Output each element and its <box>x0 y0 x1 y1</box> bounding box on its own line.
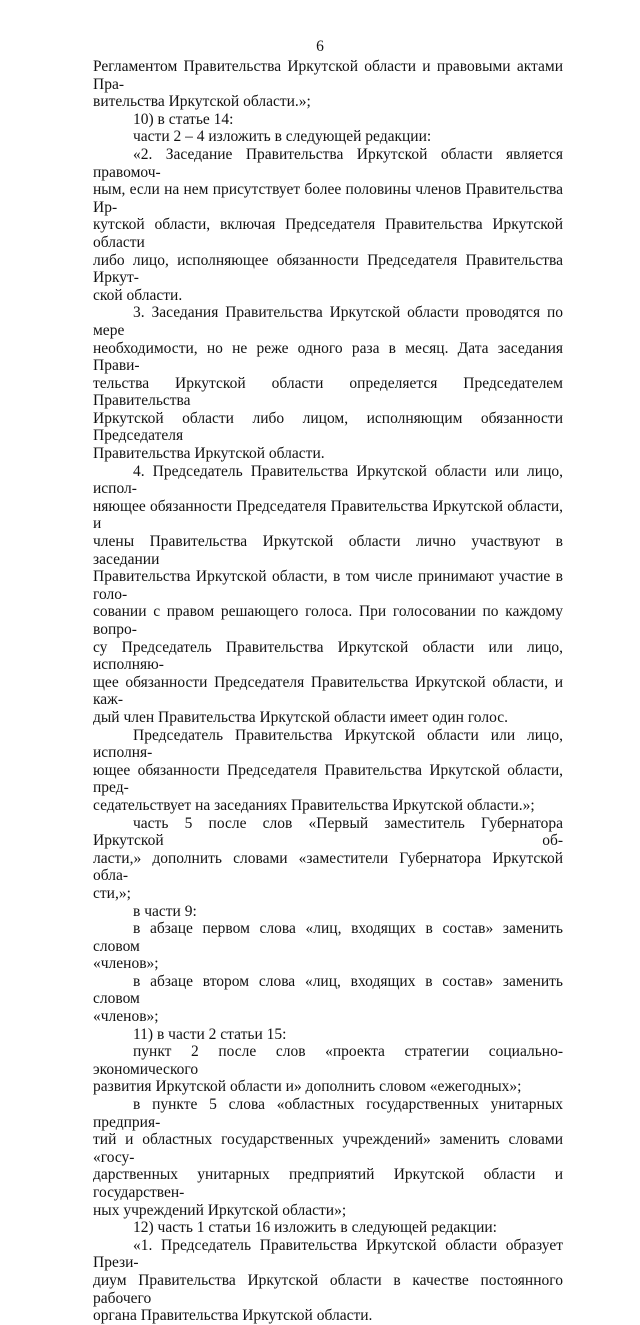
text-line: тельства Иркутской области определяется Председателем Правительства <box>93 374 563 410</box>
text-line: седательствует на заседаниях Правительства Иркутской области.»; <box>93 796 535 814</box>
text-line: развития Иркутской области и» дополнить словом «ежегодных»; <box>93 1078 522 1096</box>
text-line: 12) часть 1 статьи 16 изложить в следующей редакции: <box>133 1219 497 1237</box>
text-line: 3. Заседания Правительства Иркутской области проводятся по мере <box>93 304 563 339</box>
text-line: Регламентом Правительства Иркутской области и правовыми актами Пра- <box>93 58 563 93</box>
text-line: кутской области, включая Председателя Правительства Иркутской области <box>93 216 563 251</box>
text-line: часть 5 после слов «Первый заместитель Губернатора Иркутской об- <box>93 814 563 850</box>
text-line: в абзаце втором слова «лиц, входящих в состав» заменить словом <box>93 972 563 1008</box>
text-line: «2. Заседание Правительства Иркутской области является правомоч- <box>93 145 563 181</box>
text-line: щее обязанности Председателя Правительства Иркутской области, и каж- <box>93 673 563 709</box>
text-line: 4. Председатель Правительства Иркутской области или лицо, испол- <box>93 462 563 498</box>
text-line: ных учреждений Иркутской области»; <box>93 1201 347 1219</box>
text-line: Правительства Иркутской области. <box>93 445 325 463</box>
text-line: дый член Правительства Иркутской области имеет один голос. <box>93 708 508 726</box>
text-line: тий и областных государственных учреждений» заменить словами «госу- <box>93 1131 563 1166</box>
text-line: 11) в части 2 статьи 15: <box>133 1025 287 1043</box>
text-line: Правительства Иркутской области, в том числе принимают участие в голо- <box>93 568 563 603</box>
text-line: либо лицо, исполняющее обязанности Председателя Правительства Иркут- <box>93 251 563 287</box>
text-line: сти,»; <box>93 884 131 902</box>
text-line: ющее обязанности Председателя Правительства Иркутской области, пред- <box>93 761 563 797</box>
text-line: ным, если на нем присутствует более половины членов Правительства Ир- <box>93 181 563 216</box>
text-line: Иркутской области либо лицом, исполняющим обязанности Председателя <box>93 409 563 445</box>
text-line: диум Правительства Иркутской области в качестве постоянного рабочего <box>93 1271 563 1307</box>
text-line: члены Правительства Иркутской области лично участвуют в заседании <box>93 533 563 568</box>
document-body <box>93 58 563 1325</box>
text-line: «1. Председатель Правительства Иркутской области образует Прези- <box>93 1236 563 1272</box>
text-line: дарственных унитарных предприятий Иркутской области и государствен- <box>93 1166 563 1201</box>
text-line: 10) в статье 14: <box>133 110 234 128</box>
text-line: органа Правительства Иркутской области. <box>93 1307 373 1325</box>
text-line: су Председатель Правительства Иркутской области или лицо, исполняю- <box>93 638 563 674</box>
text-line: совании с правом решающего голоса. При голосовании по каждому вопро- <box>93 603 563 638</box>
text-line: «членов»; <box>93 955 159 973</box>
text-line: в абзаце первом слова «лиц, входящих в состав» заменить словом <box>93 920 563 955</box>
text-line: ласти,» дополнить словами «заместители Губернатора Иркутской обла- <box>93 849 563 885</box>
text-line: части 2 – 4 изложить в следующей редакции: <box>133 128 432 146</box>
text-line: в пункте 5 слова «областных государственных унитарных предприя- <box>93 1096 563 1131</box>
text-line: ской области. <box>93 286 183 304</box>
page-number: 6 <box>316 38 324 55</box>
text-line: пункт 2 после слов «проекта стратегии социально-экономического <box>93 1043 563 1078</box>
text-line: «членов»; <box>93 1008 159 1026</box>
text-line: няющее обязанности Председателя Правительства Иркутской области, и <box>93 497 563 533</box>
text-line: в части 9: <box>133 902 197 920</box>
text-line: Председатель Правительства Иркутской области или лицо, исполня- <box>93 726 563 762</box>
text-line: вительства Иркутской области.»; <box>93 93 311 111</box>
text-line: необходимости, но не реже одного раза в месяц. Дата заседания Прави- <box>93 339 563 375</box>
